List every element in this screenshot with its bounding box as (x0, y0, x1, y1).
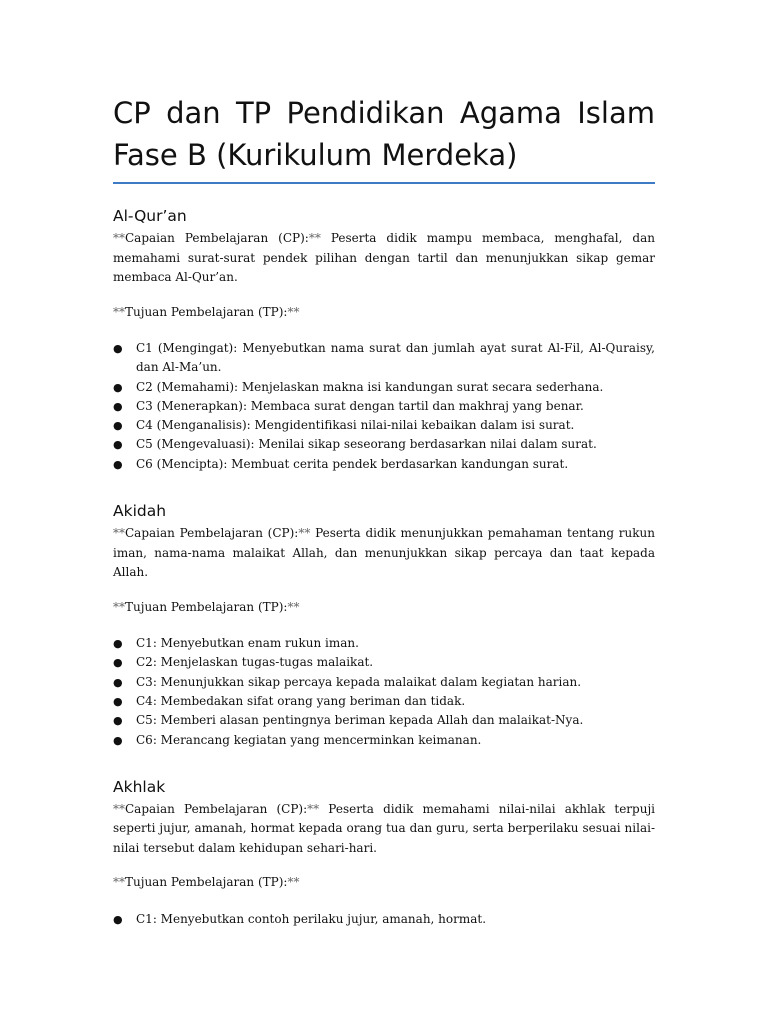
cp-text: Peserta didik menunjukkan pemahaman tentang rukun iman, nama-nama malaikat Allah, dan menunjukkan sikap percaya dan taat kepada Allah. (113, 526, 655, 580)
bullet-icon: ● (113, 694, 123, 708)
cp-label: Capaian Pembelajaran (CP): (125, 231, 309, 245)
list-item (113, 435, 655, 454)
bullet-icon: ● (113, 419, 123, 433)
list-item-text: C5 (Mengevaluasi): Menilai sikap seseorang berdasarkan nilai dalam surat. (136, 437, 597, 452)
cp-label: Capaian Pembelajaran (CP): (125, 801, 308, 816)
list-item-text: C3 (Menerapkan): Membaca surat dengan tartil dan makhraj yang benar. (136, 398, 584, 413)
section-heading: Akidah (113, 502, 167, 521)
list-item (113, 692, 655, 711)
tp-label: Tujuan Pembelajaran (TP): (125, 599, 288, 614)
list-item (113, 673, 655, 692)
list-item (113, 634, 655, 653)
list-item-text: C3: Menunjukkan sikap percaya kepada malaikat dalam kegiatan harian. (136, 674, 582, 689)
cp-label: Capaian Pembelajaran (CP): (125, 526, 299, 541)
bold-marker: ** (113, 875, 125, 890)
cp-paragraph (113, 800, 655, 859)
bullet-icon: ● (113, 380, 123, 394)
list-item (113, 653, 655, 672)
list-item (113, 711, 655, 730)
tp-label-line (113, 873, 655, 893)
list-item-text: C6 (Mencipta): Membuat cerita pendek berdasarkan kandungan surat. (136, 456, 569, 471)
list-item-text: C1 (Mengingat): Menyebutkan nama surat dan jumlah ayat surat Al-Fil, Al-Quraisy, dan Al-Ma’un. (136, 341, 655, 375)
bullet-icon: ● (113, 912, 123, 926)
section-al-quran (113, 205, 655, 474)
bullet-icon: ● (113, 637, 123, 651)
bold-marker: ** (113, 526, 125, 541)
list-item (113, 455, 655, 474)
bold-marker: ** (308, 231, 321, 245)
list-item (113, 339, 655, 378)
bold-marker: ** (113, 231, 125, 245)
document-page (113, 92, 655, 929)
cp-paragraph (113, 524, 655, 583)
list-item (113, 378, 655, 397)
list-item-text: C4 (Menganalisis): Mengidentifikasi nilai-nilai kebaikan dalam isi surat. (136, 418, 575, 433)
list-item (113, 397, 655, 416)
list-item-text: C5: Memberi alasan pentingnya beriman kepada Allah dan malaikat-Nya. (136, 713, 584, 728)
list-item-text: C2: Menjelaskan tugas-tugas malaikat. (136, 655, 374, 670)
section-akhlak (113, 776, 655, 929)
bullet-icon: ● (113, 438, 123, 452)
list-item-text: C1: Menyebutkan enam rukun iman. (136, 636, 359, 651)
cp-text: Peserta didik mampu membaca, menghafal, dan memahami surat-surat pendek pilihan dengan tartil dan menunjukkan sikap gemar membaca Al-Qur’an. (113, 231, 655, 284)
tp-list (113, 634, 655, 750)
tp-list (113, 910, 655, 929)
cp-paragraph (113, 229, 655, 288)
bold-marker: ** (287, 599, 300, 614)
list-item-text: C4: Membedakan sifat orang yang beriman dan tidak. (136, 693, 466, 708)
section-heading: Al-Qur’an (113, 207, 187, 225)
tp-label: Tujuan Pembelajaran (TP): (125, 304, 288, 319)
list-item (113, 731, 655, 750)
bold-marker: ** (298, 526, 311, 541)
list-item (113, 416, 655, 435)
section-heading: Akhlak (113, 777, 166, 796)
list-item-text: C2 (Memahami): Menjelaskan makna isi kandungan surat secara sederhana. (136, 379, 604, 394)
bullet-icon: ● (113, 733, 123, 747)
tp-label: Tujuan Pembelajaran (TP): (125, 875, 288, 890)
list-item (113, 910, 655, 929)
list-item-text: C6: Merancang kegiatan yang mencerminkan keimanan. (136, 732, 482, 747)
bullet-icon: ● (113, 714, 123, 728)
tp-label-line (113, 303, 655, 323)
list-item-text: C1: Menyebutkan contoh perilaku jujur, amanah, hormat. (136, 911, 487, 926)
tp-list (113, 339, 655, 474)
bullet-icon: ● (113, 656, 123, 670)
bullet-icon: ● (113, 399, 123, 413)
document-title: CP dan TP Pendidikan Agama Islam Fase B (Kurikulum Merdeka) (113, 92, 655, 184)
bold-marker: ** (113, 801, 125, 816)
bullet-icon: ● (113, 457, 123, 471)
bold-marker: ** (287, 304, 300, 319)
section-akidah (113, 500, 655, 750)
bold-marker: ** (113, 304, 125, 319)
bold-marker: ** (307, 801, 320, 816)
bullet-icon: ● (113, 342, 123, 355)
bullet-icon: ● (113, 675, 123, 689)
bold-marker: ** (113, 599, 125, 614)
bold-marker: ** (287, 875, 300, 890)
cp-text: Peserta didik memahami nilai-nilai akhlak terpuji seperti jujur, amanah, hormat kepada orang tua dan guru, serta berperilaku sesuai nilai-nilai tersebut dalam kehidupan sehari-hari. (113, 801, 655, 855)
tp-label-line (113, 598, 655, 618)
